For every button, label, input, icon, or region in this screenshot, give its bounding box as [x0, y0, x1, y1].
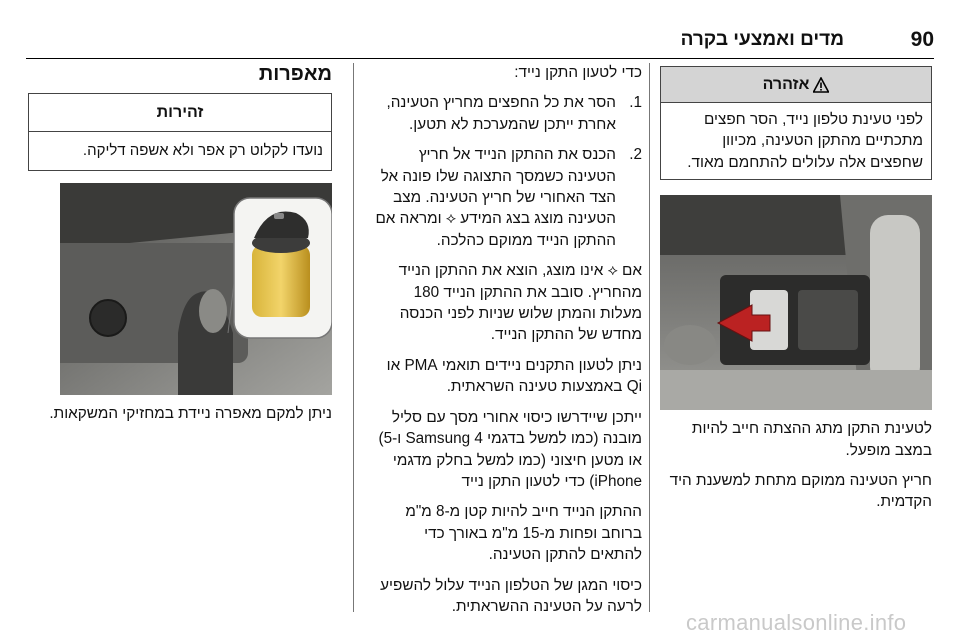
section-title: מאפרות [258, 63, 332, 85]
caption-ashtray: ניתן למקם מאפרה ניידת במחזיקי המשקאות. [49, 404, 332, 422]
caution-text: נועדו לקלוט רק אפר ולא אשפה דליקה. [82, 142, 323, 160]
header-rule [26, 58, 934, 59]
column-divider-right [649, 63, 650, 612]
charging-slot-photo [660, 195, 932, 410]
list-item [370, 92, 642, 135]
caption-slot-location: חריץ הטעינה ממוקם מתחת למשענת היד הקדמית. [669, 472, 932, 511]
caution-title: זהירות [29, 94, 331, 132]
list-item-number: 2. [629, 146, 642, 164]
ashtray-illustration [60, 183, 332, 395]
list-item-number: 1. [629, 94, 642, 112]
list-item-text: הכנס את ההתקן הנייד אל חריץ הטעינה כשמסך התצוגה שלו פונה אל הצד האחורי של חריץ הטעינה. מצב הטעינה מוצג בצג המידע ⟡ ומראה אם ההתקן הנייד ממוקם כהלכה. [375, 146, 616, 249]
caption-ignition: לטעינת התקן מתג ההצתה חייב להיות במצב מופעל. [691, 420, 932, 459]
paragraph-cover: ייתכן שיידרשו כיסוי אחורי מסך עם סליל מובנה (כמו למשל בדגמי Samsung 4 ו-5) או מטען חיצוני (כמו למשל בחלק מדגמי iPhone) כדי לטעון התקן נייד [378, 408, 642, 490]
warning-title: אזהרה [762, 75, 810, 93]
paragraph-size: ההתקן הנייד חייב להיות קטן מ-8 מ"מ ברוחב ופחות מ-15 מ"מ באורך כדי להתאים להתקן הטעינה. [405, 503, 642, 564]
list-item [370, 144, 642, 251]
warning-box [660, 66, 932, 180]
watermark: carmanualsonline.info [686, 610, 907, 635]
page-header [26, 28, 934, 62]
page-title: מדים ואמצעי בקרה [680, 29, 844, 50]
paragraph-case: כיסוי המגן של הטלפון הנייד עלול להשפיע לרעה על הטעינה ההשראתית. [380, 576, 642, 615]
paragraph-reposition: אם ⟡ אינו מוצג, הוצא את ההתקן הנייד מהחריץ. סובב את ההתקן הנייד 180 מעלות והמתן שלוש שניות לפני הכנסה מחדש של ההתקן הנייד. [398, 262, 642, 344]
list-item-text: הסר את כל החפצים מחריץ הטעינה, אחרת ייתכן שהמערכת לא תטען. [386, 94, 616, 133]
right-column [660, 62, 932, 522]
ashtray-photo [60, 183, 332, 395]
charging-slot-illustration [660, 195, 932, 410]
warning-text: לפני טעינת טלפון נייד, הסר חפצים מתכתיים מהתקן הטעינה, מכיוון שחפצים אלה עלולים להתחמם מאוד. [687, 111, 923, 171]
caution-box [28, 93, 332, 170]
warning-triangle-icon [813, 77, 829, 93]
paragraph-compatibility: ניתן לטעון התקנים ניידים תואמי PMA או Qi באמצעות טעינה השראתית. [386, 356, 642, 396]
charging-intro: כדי לטעון התקן נייד: [514, 64, 642, 81]
column-divider-left [353, 63, 354, 612]
page-number: 90 [910, 28, 934, 51]
middle-column [370, 62, 642, 626]
left-column [28, 62, 332, 433]
warning-header [661, 67, 931, 103]
